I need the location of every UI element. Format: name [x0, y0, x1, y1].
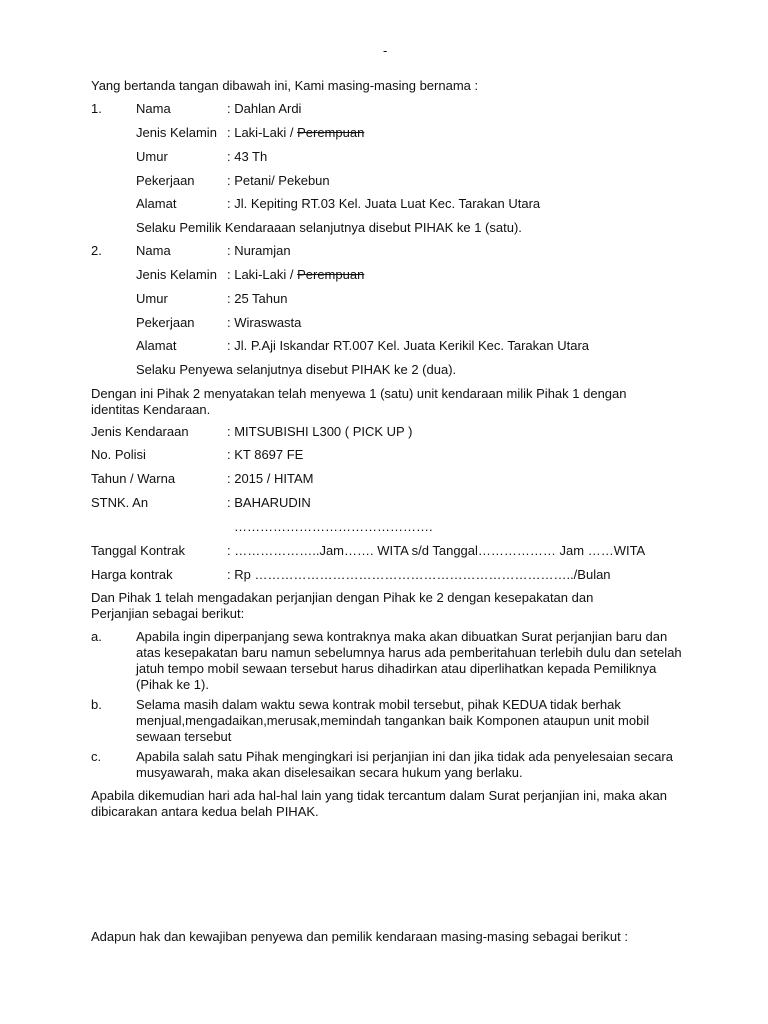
- vehicle-type-label: Jenis Kendaraan: [91, 424, 189, 439]
- party-1-age-value: : 43 Th: [227, 149, 268, 164]
- party-2-number: 2.: [91, 243, 102, 258]
- contract-price-label: Harga kontrak: [91, 567, 173, 582]
- party-1-gender-struck: Perempuan: [297, 125, 365, 140]
- party-1-role: Selaku Pemilik Kendaraaan selanjutnya disebut PIHAK ke 1 (satu).: [136, 220, 522, 235]
- vehicle-stnk-value: : BAHARUDIN: [227, 495, 311, 510]
- party-1-address-value: : Jl. Kepiting RT.03 Kel. Juata Luat Kec. Tarakan Utara: [227, 196, 541, 211]
- intro-text: Yang bertanda tangan dibawah ini, Kami masing-masing bernama :: [91, 78, 479, 93]
- party-2-nama-label: Nama: [136, 243, 171, 258]
- clause-a-letter: a.: [91, 629, 102, 644]
- contract-price-value: : Rp ………………………………………………………………../Bulan: [227, 567, 611, 582]
- vehicle-type-value: : MITSUBISHI L300 ( PICK UP ): [227, 424, 413, 439]
- party-1-nama-label: Nama: [136, 101, 171, 116]
- footer-text: Adapun hak dan kewajiban penyewa dan pemilik kendaraan masing-masing sebagai berikut :: [91, 929, 628, 944]
- party-2-age-label: Umur: [136, 291, 168, 306]
- clause-b-letter: b.: [91, 697, 102, 712]
- header-mark: -: [383, 43, 388, 58]
- party-2-address-label: Alamat: [136, 338, 177, 353]
- vehicle-plate-label: No. Polisi: [91, 447, 146, 462]
- vehicle-plate-value: : KT 8697 FE: [227, 447, 304, 462]
- party-2-gender-value: [227, 267, 364, 283]
- party-2-age-value: : 25 Tahun: [227, 291, 288, 306]
- closing-paragraph: Apabila dikemudian hari ada hal-hal lain yang tidak tercantum dalam Surat perjanjian ini, maka akan dibicarakan antara kedua belah PIHAK.: [91, 788, 667, 819]
- party-1-nama-value: : Dahlan Ardi: [227, 101, 302, 116]
- party-2-gender-label: Jenis Kelamin: [136, 267, 217, 282]
- party-1-gender-label: Jenis Kelamin: [136, 125, 217, 140]
- vehicle-dots-line: ……………………………………….: [234, 519, 433, 534]
- clause-b-text: Selama masih dalam waktu sewa kontrak mobil tersebut, pihak KEDUA tidak berhak menjual,mengadaikan,merusak,memindah tangankan baik Komponen ataupun unit mobil sewaan tersebut: [136, 697, 650, 744]
- party-1-job-value: : Petani/ Pekebun: [227, 173, 330, 188]
- agreement-intro: Dan Pihak 1 telah mengadakan perjanjian dengan Pihak ke 2 dengan kesepakatan dan Perjanjian sebagai berikut:: [91, 590, 594, 621]
- party-2-role: Selaku Penyewa selanjutnya disebut PIHAK ke 2 (dua).: [136, 362, 457, 377]
- party-1-address-label: Alamat: [136, 196, 177, 211]
- party-1-gender-selected: : Laki-Laki /: [227, 125, 298, 140]
- party-2-job-value: : Wiraswasta: [227, 315, 302, 330]
- party-1-age-label: Umur: [136, 149, 168, 164]
- party-2-gender-struck: Perempuan: [297, 267, 365, 282]
- party-2-gender-selected: : Laki-Laki /: [227, 267, 298, 282]
- party-2-job-label: Pekerjaan: [136, 315, 195, 330]
- vehicle-year-value: : 2015 / HITAM: [227, 471, 314, 486]
- vehicle-stnk-label: STNK. An: [91, 495, 149, 510]
- party-2-nama-value: : Nuramjan: [227, 243, 291, 258]
- contract-date-label: Tanggal Kontrak: [91, 543, 185, 558]
- vehicle-year-label: Tahun / Warna: [91, 471, 176, 486]
- statement-paragraph: Dengan ini Pihak 2 menyatakan telah menyewa 1 (satu) unit kendaraan milik Pihak 1 dengan identitas Kendaraan.: [91, 386, 627, 417]
- party-1-job-label: Pekerjaan: [136, 173, 195, 188]
- party-1-number: 1.: [91, 101, 102, 116]
- clause-c-letter: c.: [91, 749, 102, 764]
- contract-date-value: : ………………..Jam……. WITA s/d Tanggal……………… Jam ……WITA: [227, 543, 646, 558]
- clause-c-text: Apabila salah satu Pihak mengingkari isi perjanjian ini dan jika tidak ada penyelesaian secara musyawarah, maka akan diselesaikan secara hukum yang berlaku.: [136, 749, 673, 780]
- clause-a-text: Apabila ingin diperpanjang sewa kontraknya maka akan dibuatkan Surat perjanjian baru dan atas kesepakatan baru namun sebelumnya harus ada pemberitahuan terlebih dulu dan setelah jatuh tempo mobil sewaan tersebut harus dihadirkan atau diperlihatkan kepada Pemiliknya (Pihak ke 1).: [136, 629, 682, 692]
- party-2-address-value: : Jl. P.Aji Iskandar RT.007 Kel. Juata Kerikil Kec. Tarakan Utara: [227, 338, 590, 353]
- party-1-gender-value: [227, 125, 364, 141]
